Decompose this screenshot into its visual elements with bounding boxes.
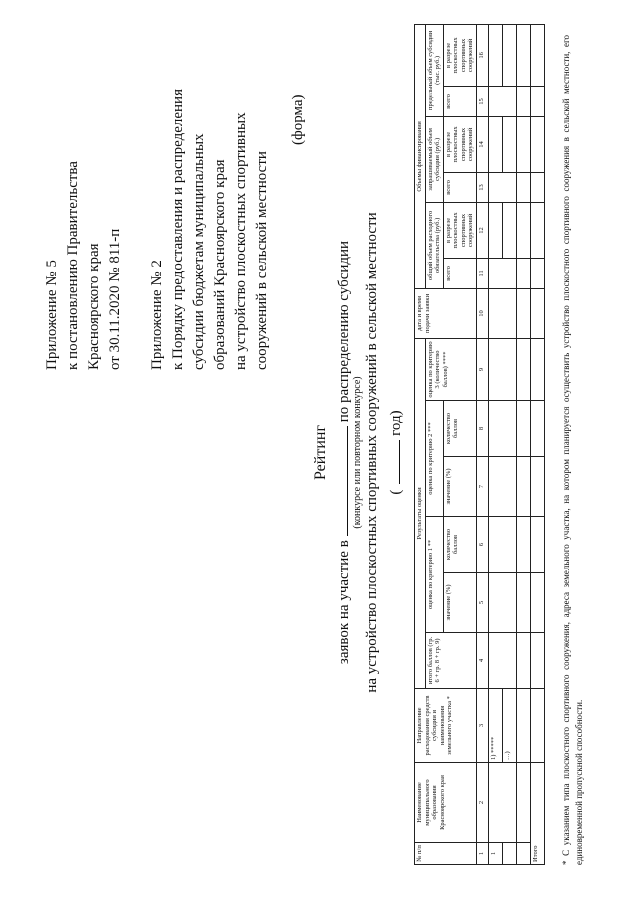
appendix-line: к Порядку предоставления и распределения <box>170 89 186 370</box>
col-n-header: № п/п <box>415 843 477 865</box>
crit3-header: оценка по критерию 3 (количество баллов) **** <box>425 338 476 400</box>
crit1-points-header: количество баллов <box>443 517 476 573</box>
col-number: 12 <box>476 202 488 258</box>
header-row-1 <box>415 24 426 864</box>
pred-incl-header: в разрезе плоскостных спортивных сооружений <box>443 24 476 86</box>
appendix-line: Приложение № 5 <box>44 260 60 370</box>
req-incl-header: в разрезе плоскостных спортивных сооружений <box>443 116 476 172</box>
crit2-points-header: количество баллов <box>443 401 476 457</box>
crit1-value-header: значение (%) <box>443 573 476 633</box>
col-number: 4 <box>476 633 488 689</box>
req-header: запрашиваемый объем субсидии (руб.) <box>425 116 443 202</box>
appendix-line: образований Красноярского края <box>212 159 228 370</box>
row-n <box>502 843 516 865</box>
row-dir: …) <box>502 689 516 763</box>
row-n: 1 <box>488 843 502 865</box>
col-number: 15 <box>476 86 488 116</box>
appendix-line: к постановлению Правительства <box>65 161 81 370</box>
col-number: 8 <box>476 401 488 457</box>
col-dir-header: Направление расходования средств субсидии и наименования земельного участка * <box>415 689 477 763</box>
form-label: (форма) <box>290 94 306 145</box>
col-number: 3 <box>476 689 488 763</box>
req-all-header: всего <box>443 172 476 202</box>
footnote: * С указанием типа плоскостного спортивного сооружения, адреса земельного участка, на котором планируется осуществить устройство плоскостного спортивного сооружения в сельской местности, его единовременной пропускной способности. <box>561 35 584 865</box>
oblig-header: общий объем расходного обязательства (руб.) <box>425 202 443 288</box>
total-row <box>530 24 544 864</box>
rating-table <box>414 24 545 865</box>
col-number: 6 <box>476 517 488 573</box>
total-label: Итого <box>530 763 544 865</box>
appendix-line: Красноярского края <box>86 243 102 370</box>
oblig-incl-header: в разрезе плоскостных спортивных сооружений <box>443 202 476 258</box>
oblig-all-header: всего <box>443 258 476 288</box>
appendix-line: сооружений в сельской местности <box>254 151 270 370</box>
col-total-header: итого баллов (гр. 6 + гр. 8 + гр. 9) <box>425 633 476 689</box>
appendix-line: Приложение № 2 <box>149 260 165 370</box>
pred-all-header: всего <box>443 86 476 116</box>
title-line-2b: по распределению субсидии <box>336 240 352 423</box>
appendix-line: на устройство плоскостных спортивных <box>233 112 249 370</box>
row-mun <box>488 763 516 843</box>
col-number: 16 <box>476 24 488 86</box>
col-number: 13 <box>476 172 488 202</box>
col-number: 11 <box>476 258 488 288</box>
title-line-2 <box>336 0 353 905</box>
crit2-value-header: значение (%) <box>443 457 476 517</box>
col-number: 7 <box>476 457 488 517</box>
col-number: 2 <box>476 763 488 843</box>
results-header: Результаты оценки <box>415 338 426 688</box>
col-number: 1 <box>476 843 488 865</box>
document-title: Рейтинг <box>312 424 329 481</box>
appendix-block <box>42 40 273 370</box>
col-number: 10 <box>476 288 488 338</box>
crit1-header: оценка по критерию 1 ** <box>425 517 443 633</box>
appendix-line: от 30.11.2020 № 811-п <box>107 228 123 370</box>
row-dir: 1) ***** <box>488 689 502 763</box>
title-year <box>388 0 405 905</box>
year-close: год) <box>388 410 404 436</box>
col-date-header: дата и время подачи заявки <box>415 288 477 338</box>
col-mun-header: Наименование муниципального образования Красноярского края <box>415 763 477 843</box>
pred-header: предельный объем субсидии (тыс. руб.) <box>425 24 443 116</box>
appendix-line: субсидии бюджетам муниципальных <box>191 133 207 370</box>
column-number-row <box>476 24 488 864</box>
table-row <box>488 24 502 864</box>
col-number: 9 <box>476 338 488 400</box>
col-number: 5 <box>476 573 488 633</box>
table-row <box>516 24 530 864</box>
title-line-3: на устройство плоскостных спортивных сооружений в сельской местности <box>364 212 380 693</box>
col-number: 14 <box>476 116 488 172</box>
title-hint: (конкурсе или повторном конкурсе) <box>352 376 363 529</box>
fin-header: Объемы финансирования <box>415 24 426 288</box>
crit2-header: оценка по критерию 2 *** <box>425 401 443 517</box>
year-open: ( <box>388 489 404 495</box>
row-n <box>516 843 530 865</box>
year-blank <box>399 440 400 484</box>
title-line-2a: заявок на участие в <box>336 540 352 665</box>
blank-field <box>347 426 348 536</box>
